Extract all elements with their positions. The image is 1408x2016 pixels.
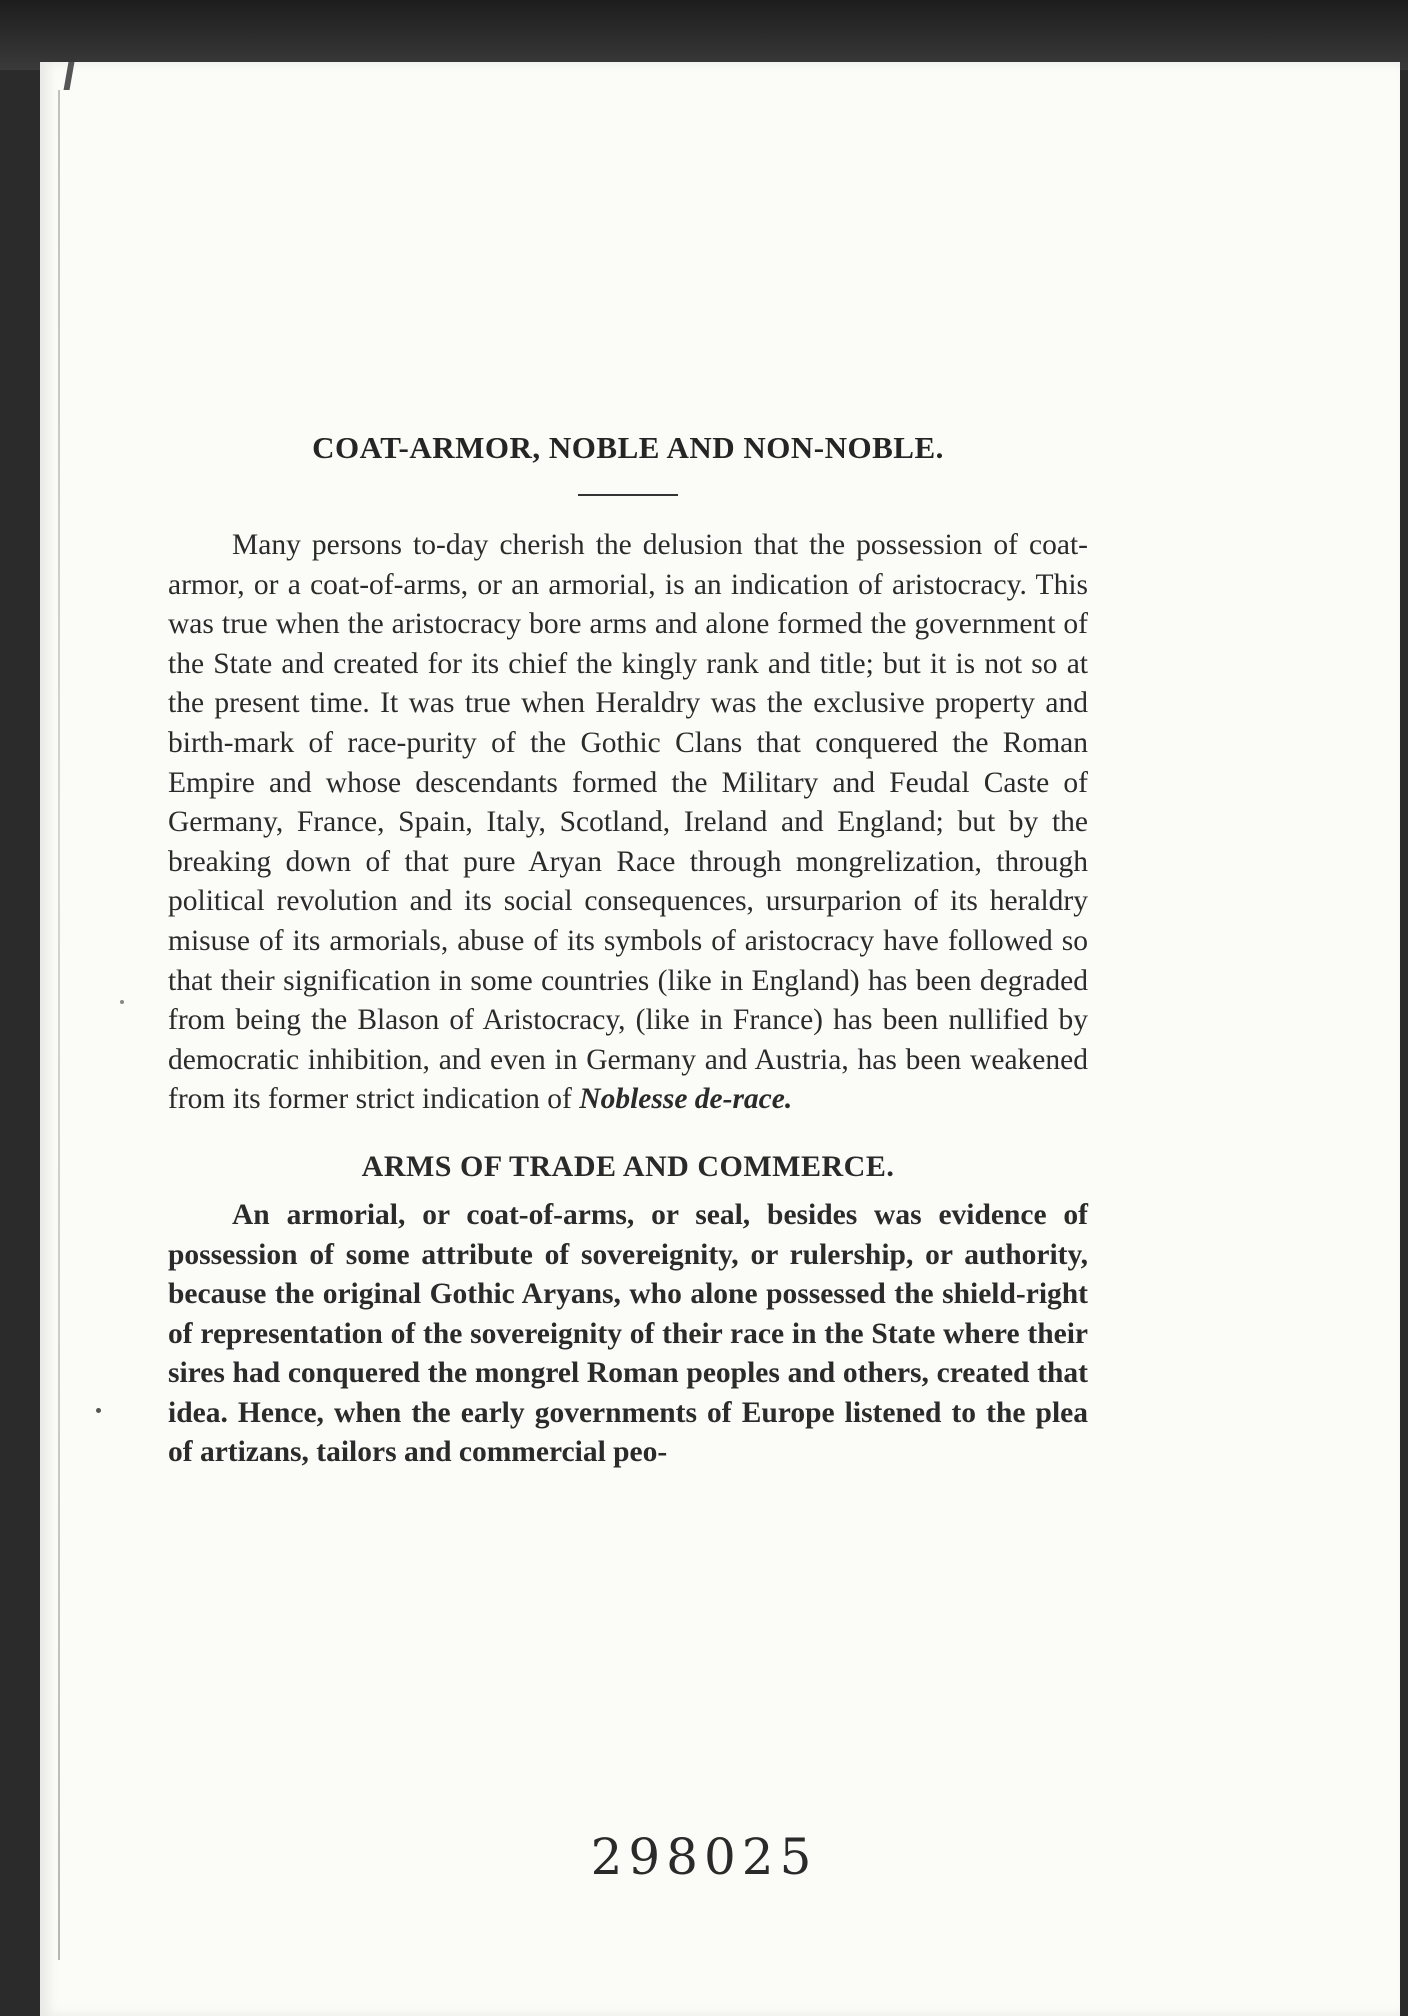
paragraph-arms-of-trade: An armorial, or coat-of-arms, or seal, besides was evidence of possession of some attribute of sovereignity, or rulership, or authority, because the original Gothic Aryans, who alone possessed the shield-right of representation of the sovereignity of their race in the State where their sires had conquered the mongrel Roman peoples and others, created that idea. Hence, when the early governments of Europe listened to the plea of artizans, tailors and commercial peo- bbox=[168, 1198, 1088, 1469]
title-rule bbox=[578, 494, 678, 496]
document-body bbox=[168, 430, 1088, 1473]
scan-speck bbox=[120, 1000, 124, 1004]
scan-speck bbox=[96, 1408, 101, 1413]
paragraph-text: Many persons to-day cherish the delusion that the possession of coat-armor, or a coat-of-arms, or an armorial, is an indication of aristocracy. This was true when the aristocracy bore arms and alone formed the government of the State and created for its chief the kingly rank and title; but it is not so at the present time. It was true when Heraldry was the exclusive property and birth-mark of race-purity of the Gothic Clans that conquered the Roman Empire and whose descendants formed the Military and Feudal Caste of Germany, France, Spain, Italy, Scotland, Ireland and England; but by the breaking down of that pure Aryan Race through mongrelization, through political revolution and its social consequences, ursurparion of its heraldry misuse of its armorials, abuse of its symbols of aristocracy have followed so that their signification in some countries (like in England) has been degraded from being the Blason of Aristocracy, (like in France) has been nullified by democratic inhibition, and even in Germany and Austria, has been weakened from its former strict indication of bbox=[168, 529, 1088, 1116]
scan-border-top bbox=[0, 0, 1408, 70]
page-title: COAT-ARMOR, NOBLE AND NON-NOBLE. bbox=[312, 430, 944, 465]
folio-number: 298025 bbox=[590, 1828, 818, 1886]
section-heading: ARMS OF TRADE AND COMMERCE. bbox=[361, 1149, 895, 1183]
paragraph-coat-armor bbox=[168, 526, 1088, 1120]
emphasis-text: Noblesse de-race. bbox=[579, 1083, 793, 1116]
binding-edge bbox=[58, 90, 60, 1960]
